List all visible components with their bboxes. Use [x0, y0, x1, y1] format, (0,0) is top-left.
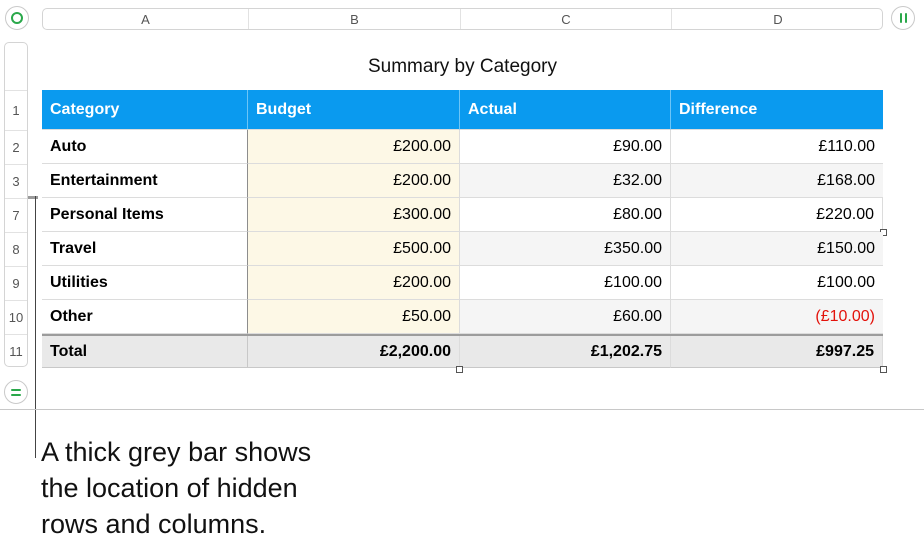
canvas-divider [0, 409, 924, 410]
budget-cell[interactable]: £200.00 [248, 266, 460, 300]
column-header-a[interactable]: A [43, 9, 249, 29]
table-row [42, 130, 883, 164]
table-row [42, 198, 883, 232]
row-header-10[interactable]: 10 [5, 300, 27, 334]
selection-handle[interactable] [456, 366, 463, 373]
row-handle-icon [11, 389, 21, 391]
circle-icon [11, 12, 23, 24]
actual-cell[interactable]: £80.00 [460, 198, 671, 232]
header-cell-budget[interactable]: Budget [248, 90, 460, 130]
category-cell[interactable]: Personal Items [42, 198, 248, 232]
row-header-bar [4, 42, 28, 367]
column-handle-icon-bar [905, 13, 907, 23]
caption-line: rows and columns. [41, 509, 267, 539]
actual-cell[interactable]: £90.00 [460, 130, 671, 164]
category-cell[interactable]: Travel [42, 232, 248, 266]
hidden-rows-indicator[interactable] [28, 196, 38, 199]
total-difference-cell[interactable]: £997.25 [671, 336, 883, 368]
difference-cell[interactable]: £150.00 [671, 232, 883, 266]
category-cell[interactable]: Utilities [42, 266, 248, 300]
add-column-button[interactable] [891, 6, 915, 30]
table-header-row [42, 90, 883, 130]
table-title[interactable]: Summary by Category [367, 56, 557, 77]
caption-line: A thick grey bar shows [41, 437, 312, 467]
table-row [42, 164, 883, 198]
category-cell[interactable]: Other [42, 300, 248, 334]
total-budget-cell[interactable]: £2,200.00 [248, 336, 460, 368]
actual-cell[interactable]: £60.00 [460, 300, 671, 334]
budget-cell[interactable]: £300.00 [248, 198, 460, 232]
row-header-1[interactable]: 1 [5, 90, 27, 130]
actual-cell[interactable]: £32.00 [460, 164, 671, 198]
category-cell[interactable]: Auto [42, 130, 248, 164]
column-header-d[interactable]: D [773, 11, 783, 27]
summary-table [42, 90, 883, 368]
header-cell-actual[interactable]: Actual [460, 90, 671, 130]
row-header-11[interactable]: 11 [5, 334, 27, 368]
table-row [42, 232, 883, 266]
difference-cell[interactable]: £220.00 [671, 198, 883, 232]
row-header-2[interactable]: 2 [5, 130, 27, 164]
column-header-bar [42, 8, 883, 30]
difference-cell[interactable]: £168.00 [671, 164, 883, 198]
total-actual-cell[interactable]: £1,202.75 [460, 336, 671, 368]
row-header-7[interactable]: 7 [5, 198, 27, 232]
difference-cell[interactable]: £100.00 [671, 266, 883, 300]
table-total-row [42, 334, 883, 368]
column-header-c[interactable]: C [461, 9, 672, 29]
selection-handle[interactable] [880, 366, 887, 373]
callout-line [35, 196, 36, 458]
budget-cell[interactable]: £50.00 [248, 300, 460, 334]
budget-cell[interactable]: £200.00 [248, 164, 460, 198]
callout-caption [41, 434, 421, 542]
row-header-9[interactable]: 9 [5, 266, 27, 300]
column-header-b[interactable]: B [249, 9, 461, 29]
caption-line: the location of hidden [41, 473, 298, 503]
actual-cell[interactable]: £350.00 [460, 232, 671, 266]
add-row-button[interactable] [4, 380, 28, 404]
header-cell-difference[interactable]: Difference [671, 90, 883, 130]
select-all-button[interactable] [5, 6, 29, 30]
category-cell[interactable]: Entertainment [42, 164, 248, 198]
difference-cell[interactable]: £110.00 [671, 130, 883, 164]
column-handle-icon [900, 13, 902, 23]
row-header-3[interactable]: 3 [5, 164, 27, 198]
budget-cell[interactable]: £500.00 [248, 232, 460, 266]
budget-cell[interactable]: £200.00 [248, 130, 460, 164]
difference-cell-negative[interactable]: (£10.00) [671, 300, 883, 334]
table-row [42, 300, 883, 334]
header-cell-category[interactable]: Category [42, 90, 248, 130]
row-handle-icon-bar [11, 394, 21, 396]
row-header-8[interactable]: 8 [5, 232, 27, 266]
table-row [42, 266, 883, 300]
total-label-cell[interactable]: Total [42, 336, 248, 368]
actual-cell[interactable]: £100.00 [460, 266, 671, 300]
